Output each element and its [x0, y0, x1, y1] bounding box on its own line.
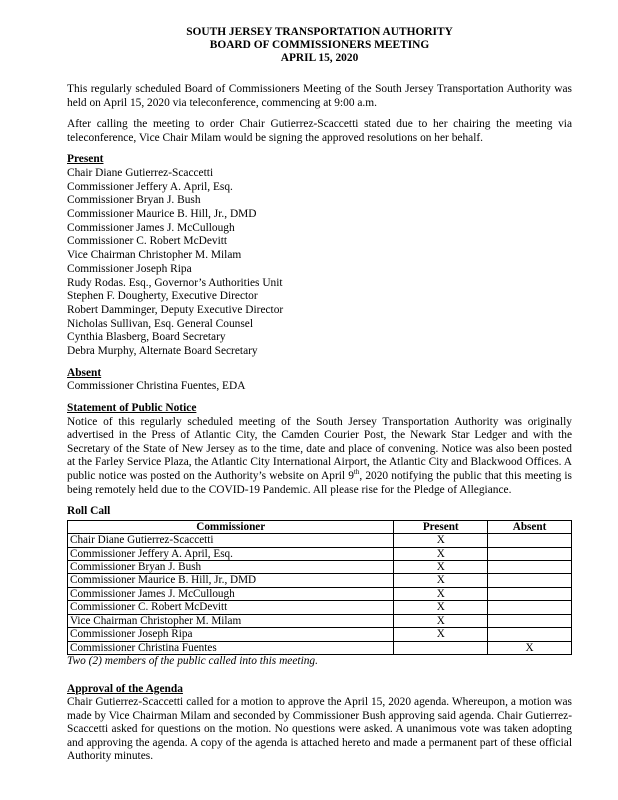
roll-name-cell: Commissioner James J. McCullough	[68, 587, 394, 600]
document-title	[67, 26, 572, 65]
roll-absent-cell: X	[488, 641, 572, 654]
absent-list	[67, 380, 572, 394]
roll-name-cell: Vice Chairman Christopher M. Milam	[68, 614, 394, 627]
present-name: Commissioner Maurice B. Hill, Jr., DMD	[67, 208, 257, 221]
table-row	[68, 547, 572, 560]
roll-name-cell: Commissioner Jeffery A. April, Esq.	[68, 547, 394, 560]
roll-present-cell: X	[394, 614, 488, 627]
roll-name-cell: Commissioner Maurice B. Hill, Jr., DMD	[68, 574, 394, 587]
roll-absent-cell	[488, 547, 572, 560]
present-name: Debra Murphy, Alternate Board Secretary	[67, 345, 258, 358]
roll-absent-cell	[488, 601, 572, 614]
present-name: Cynthia Blasberg, Board Secretary	[67, 331, 226, 344]
roll-absent-cell	[488, 574, 572, 587]
present-name: Chair Diane Gutierrez-Scaccetti	[67, 166, 214, 179]
table-row	[68, 641, 572, 654]
present-name: Robert Damminger, Deputy Executive Director	[67, 304, 284, 316]
agenda-heading: Approval of the Agenda	[67, 682, 183, 695]
absent-name: Commissioner Christina Fuentes, EDA	[67, 380, 246, 393]
roll-name-cell: Commissioner Joseph Ripa	[68, 628, 394, 641]
public-notice-heading: Statement of Public Notice	[67, 402, 197, 415]
present-name: Stephen F. Dougherty, Executive Director	[67, 290, 258, 303]
table-row	[68, 614, 572, 627]
roll-present-cell: X	[394, 547, 488, 560]
present-name: Vice Chairman Christopher M. Milam	[67, 249, 242, 262]
table-row	[68, 561, 572, 574]
roll-present-cell: X	[394, 574, 488, 587]
roll-absent-cell	[488, 614, 572, 627]
present-name: Nicholas Sullivan, Esq. General Counsel	[67, 317, 254, 330]
roll-name-cell: Commissioner Bryan J. Bush	[68, 561, 394, 574]
intro-paragraph-2: After calling the meeting to order Chair Gutierrez-Scaccetti stated due to her chairing the meeting via teleconference, Vice Chair Milam would be signing the approved resolutions on her behalf.	[67, 118, 572, 144]
present-name: Rudy Rodas. Esq., Governor’s Authorities Unit	[67, 276, 283, 289]
column-header-present: Present	[394, 520, 488, 533]
roll-name-cell: Commissioner C. Robert McDevitt	[68, 601, 394, 614]
title-meeting: BOARD OF COMMISSIONERS MEETING	[209, 39, 430, 51]
present-name: Commissioner C. Robert McDevitt	[67, 235, 228, 248]
present-name: Commissioner Bryan J. Bush	[67, 194, 201, 207]
roll-absent-cell	[488, 534, 572, 547]
roll-name-cell: Chair Diane Gutierrez-Scaccetti	[68, 534, 394, 547]
roll-present-cell: X	[394, 587, 488, 600]
title-organization: SOUTH JERSEY TRANSPORTATION AUTHORITY	[186, 26, 453, 38]
column-header-absent: Absent	[488, 520, 572, 533]
table-row	[68, 587, 572, 600]
present-name: Commissioner Joseph Ripa	[67, 262, 192, 275]
table-row	[68, 601, 572, 614]
roll-call-table	[67, 520, 572, 655]
table-row	[68, 534, 572, 547]
present-name: Commissioner Jeffery A. April, Esq.	[67, 180, 233, 193]
public-notice-text: Notice of this regularly scheduled meeting of the South Jersey Transportation Authority was originally advertised in the Press of Atlantic City, the Camden Courier Post, the Newark Star Ledger and with the Secretary of the State of New Jersey as to the time, date and place of convening. Notice was also been posted at the Farley Service Plaza, the Atlantic City International Airport, the Atlantic City and Blackwood Offices. A public notice was posted on the Authority’s website on April 9	[67, 415, 572, 483]
roll-present-cell: X	[394, 561, 488, 574]
roll-present-cell: X	[394, 534, 488, 547]
roll-present-cell	[394, 641, 488, 654]
present-name: Commissioner James J. McCullough	[67, 221, 235, 234]
present-heading: Present	[67, 153, 104, 166]
roll-absent-cell	[488, 587, 572, 600]
agenda-paragraph: Chair Gutierrez-Scaccetti called for a motion to approve the April 15, 2020 agenda. Whereupon, a motion was made by Vice Chairman Milam and seconded by Commissioner Bush approving said agenda. Chair Gutierrez-Scaccetti asked for questions on the motion. No questions were asked. A unanimous vote was taken adopting and approving the agenda. A copy of the agenda is attached hereto and made a permanent part of these official Authority minutes.	[67, 696, 572, 763]
absent-heading: Absent	[67, 366, 102, 379]
intro-paragraph-1: This regularly scheduled Board of Commissioners Meeting of the South Jersey Transportation Authority was held on April 15, 2020 via teleconference, commencing at 9:00 a.m.	[67, 83, 572, 109]
public-callers-note: Two (2) members of the public called into this meeting.	[67, 654, 318, 667]
public-notice-superscript: th	[353, 468, 360, 477]
present-list	[67, 167, 572, 359]
roll-name-cell: Commissioner Christina Fuentes	[68, 641, 394, 654]
roll-absent-cell	[488, 561, 572, 574]
public-notice-paragraph	[67, 416, 572, 498]
table-header-row	[68, 520, 572, 533]
public-notice-text-end: , 2020 notifying the public that this meeting is being remotely held due to the COVID-19 Pandemic. All please rise for the Pledge of Allegiance.	[67, 470, 572, 496]
table-row	[68, 628, 572, 641]
roll-call-heading: Roll Call	[67, 505, 111, 518]
roll-present-cell: X	[394, 628, 488, 641]
title-date: APRIL 15, 2020	[280, 52, 359, 64]
column-header-commissioner: Commissioner	[68, 520, 394, 533]
roll-present-cell: X	[394, 601, 488, 614]
roll-absent-cell	[488, 628, 572, 641]
table-row	[68, 574, 572, 587]
